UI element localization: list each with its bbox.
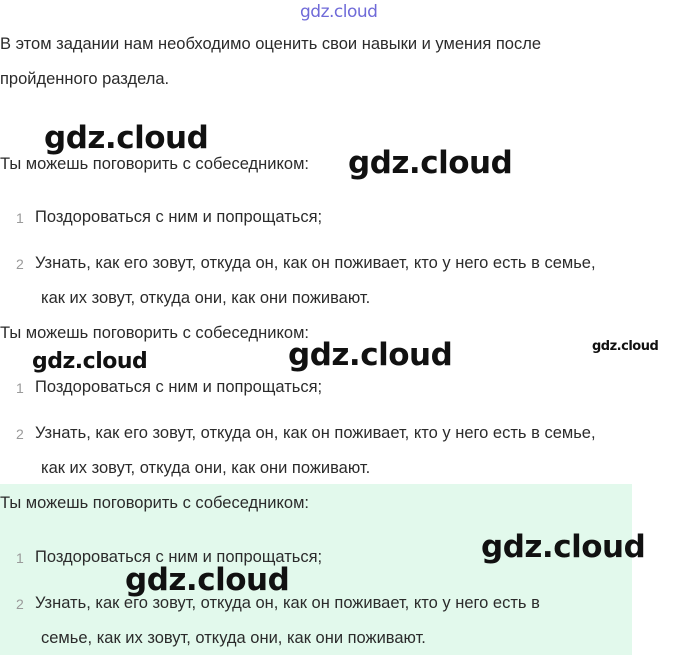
watermark-overlay: gdz.cloud — [348, 145, 513, 181]
intro-line-2: пройденного раздела. — [0, 70, 170, 88]
block-3-item-2-number: 2 — [16, 596, 24, 612]
block-2-item-1-text: Поздороваться с ним и попрощаться; — [35, 378, 323, 396]
watermark-overlay: gdz.cloud — [288, 337, 453, 373]
block-2-heading: Ты можешь поговорить с собеседником: — [0, 324, 310, 342]
block-1-item-1-text: Поздороваться с ним и попрощаться; — [35, 208, 323, 226]
watermark-overlay: gdz.cloud — [592, 339, 659, 354]
block-2-item-2-number: 2 — [16, 426, 24, 442]
block-3-heading: Ты можешь поговорить с собеседником: — [0, 494, 310, 512]
block-2-item-1-number: 1 — [16, 380, 24, 396]
block-1-item-1-number: 1 — [16, 210, 24, 226]
block-1-heading: Ты можешь поговорить с собеседником: — [0, 155, 310, 173]
block-1-item-2-text-1: Узнать, как его зовут, откуда он, как он поживает, кто у него есть в семье, — [35, 254, 596, 272]
block-1-item-2-number: 2 — [16, 256, 24, 272]
watermark-top: gdz.cloud — [300, 2, 378, 22]
block-2-item-2-text-1: Узнать, как его зовут, откуда он, как он поживает, кто у него есть в семье, — [35, 424, 596, 442]
intro-line-1: В этом задании нам необходимо оценить свои навыки и умения после — [0, 35, 542, 53]
block-2-item-2-text-2: как их зовут, откуда они, как они поживают. — [41, 459, 371, 477]
block-3-item-1-text: Поздороваться с ним и попрощаться; — [35, 548, 323, 566]
block-1-item-2-text-2: как их зовут, откуда они, как они поживают. — [41, 289, 371, 307]
watermark-overlay: gdz.cloud — [44, 120, 209, 156]
watermark-overlay: gdz.cloud — [32, 349, 148, 374]
block-3-item-2-text-1: Узнать, как его зовут, откуда он, как он поживает, кто у него есть в — [35, 594, 540, 612]
watermark-overlay: gdz.cloud — [481, 529, 646, 565]
block-3-item-2-text-2: семье, как их зовут, откуда они, как они поживают. — [41, 629, 426, 647]
watermark-overlay: gdz.cloud — [125, 562, 290, 598]
block-3-item-1-number: 1 — [16, 550, 24, 566]
